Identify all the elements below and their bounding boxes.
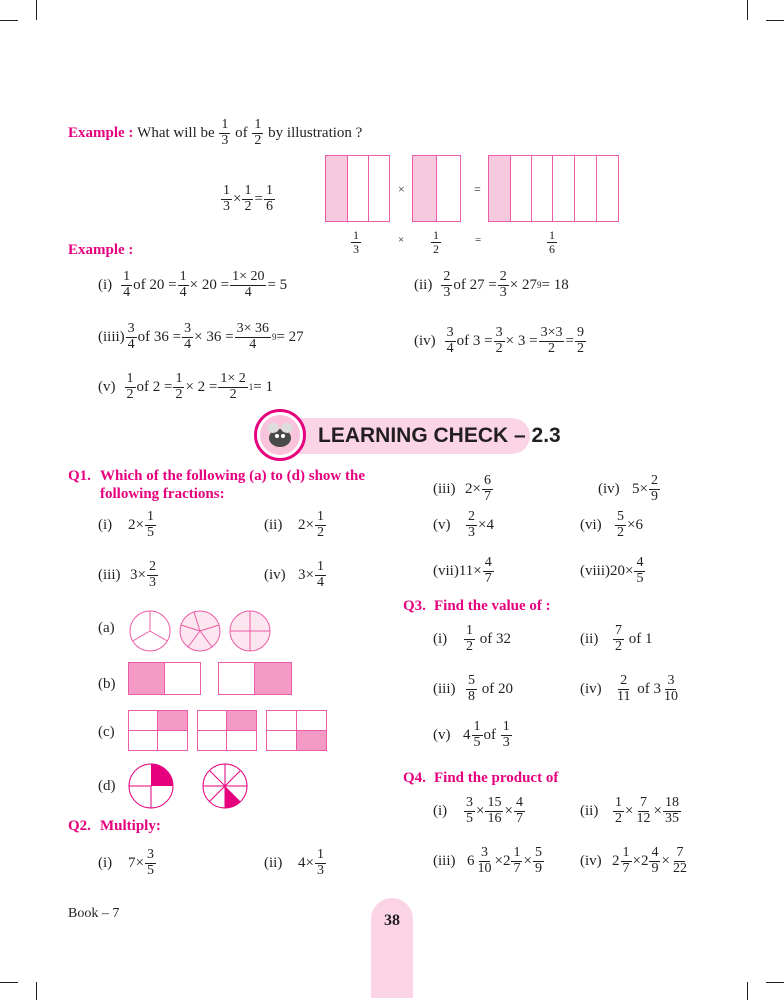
- crop-mark: [747, 0, 748, 20]
- fraction: $\frac{1}{2}$: [254, 117, 262, 148]
- q3-item: (ii) $\frac{7}{2}$ of 1: [580, 623, 653, 654]
- crop-mark: [747, 982, 748, 1000]
- option-c-label: (c): [98, 724, 115, 740]
- q2-item: (iv) 5 × $\frac{2}{9}$: [598, 473, 658, 504]
- example2-item-i: (i) $\frac{1}{4}$ of 20 = $\frac{1}{4}$ × 20 = $\frac{1\times 20}{4}$ = 5: [98, 269, 288, 300]
- example1-tail: by illustration ?: [268, 124, 363, 141]
- of-text: of: [235, 124, 248, 141]
- option-b-label: (b): [98, 676, 116, 692]
- option-a-label: (a): [98, 620, 115, 636]
- q3-item: (v) 4 $\frac{1}{5}$ of $\frac{1}{3}$: [433, 719, 510, 750]
- q3-item: (i) $\frac{1}{2}$ of 32: [433, 623, 511, 654]
- example1-equation: $\frac{1}{3}$ × $\frac{1}{2}$ = $\frac{1}{6}$: [223, 183, 273, 214]
- q2-label: Q2.: [68, 818, 91, 834]
- q1-item: (ii) 2 × $\frac{1}{2}$: [264, 509, 324, 540]
- q3-item: (iii) $\frac{5}{8}$ of 20: [433, 673, 513, 704]
- caption-sixth: $\frac{1}{6}$: [549, 228, 555, 256]
- crop-mark: [0, 20, 18, 21]
- crop-mark: [766, 20, 784, 21]
- example2-item-v: (v) $\frac{1}{2}$ of 2 = $\frac{1}{2}$ × 2 = $\frac{1\times 2}{2}$ 1 = 1: [98, 371, 274, 402]
- example2-item-iv: (iv) $\frac{3}{4}$ of 3 = $\frac{3}{2}$ × 3 = $\frac{3\times 3}{2}$ = $\frac{9}{2}$: [414, 325, 584, 356]
- option-a-circles: [128, 608, 274, 654]
- q2-item: (vii) 11 × $\frac{4}{7}$: [433, 555, 492, 586]
- q2-item: (viii) 20 × $\frac{4}{5}$: [580, 555, 644, 586]
- q1-label: Q1.: [68, 468, 91, 484]
- q4-label: Q4.: [403, 770, 426, 786]
- q2-item: (v) $\frac{2}{3}$ × 4: [433, 509, 494, 540]
- crop-mark: [766, 982, 784, 983]
- caption-half: $\frac{1}{2}$: [433, 228, 439, 256]
- q4-item: (iii) 6 $\frac{3}{10}$ × 2 $\frac{1}{7}$ × $\frac{5}{9}$: [433, 845, 542, 876]
- q1-item: (iv) 3 × $\frac{1}{4}$: [264, 559, 324, 590]
- q1-text-line1: Which of the following (a) to (d) show the: [100, 468, 365, 484]
- caption-third: $\frac{1}{3}$: [353, 228, 359, 256]
- q2-text: Multiply:: [100, 818, 161, 834]
- equals-sign: =: [474, 182, 481, 196]
- times-sign: ×: [398, 182, 405, 196]
- fraction: $\frac{1}{3}$: [221, 117, 229, 148]
- crop-mark: [36, 0, 37, 20]
- example2-item-iii: (iiii) $\frac{3}{4}$ of 36 = $\frac{3}{4}$ × 36 = $\frac{3\times 36}{4}$ 9 = 27: [98, 321, 304, 352]
- learning-check-title: LEARNING CHECK – 2.3: [318, 424, 561, 447]
- q2-item: (ii) 4 × $\frac{1}{3}$: [264, 847, 324, 878]
- example2-label: Example :: [68, 242, 134, 258]
- q4-item: (i) $\frac{3}{5}$ × $\frac{15}{16}$ × $\frac{4}{7}$: [433, 795, 523, 826]
- example1-label: Example :: [68, 124, 134, 141]
- q4-text: Find the product of: [434, 770, 559, 786]
- example1-text: What will be: [137, 124, 215, 141]
- q1-text-line2: following fractions:: [100, 486, 225, 502]
- crop-mark: [0, 982, 18, 983]
- q4-item: (ii) $\frac{1}{2}$ × $\frac{7}{12}$ × $\frac{18}{35}$: [580, 795, 679, 826]
- q1-item: (iii) 3 × $\frac{2}{3}$: [98, 559, 156, 590]
- q3-text: Find the value of :: [434, 598, 551, 614]
- caption-times: ×: [398, 234, 405, 246]
- q3-label: Q3.: [403, 598, 426, 614]
- caption-equals: =: [475, 234, 482, 246]
- page-number: 38: [384, 912, 400, 929]
- example1-question: [68, 118, 362, 148]
- q2-item: (i) 7 × $\frac{3}{5}$: [98, 847, 154, 878]
- book-label: Book – 7: [68, 906, 120, 921]
- option-d-label: (d): [98, 778, 116, 794]
- bee-mascot-icon: [254, 409, 306, 461]
- option-d-circles: [128, 762, 258, 812]
- example2-item-ii: (ii) $\frac{2}{3}$ of 27 = $\frac{2}{3}$ × 27 9 = 18: [414, 269, 569, 300]
- q1-item: (i) 2 × $\frac{1}{5}$: [98, 509, 154, 540]
- q2-item: (vi) $\frac{5}{2}$ × 6: [580, 509, 643, 540]
- q3-item: (iv) $\frac{2}{11}$ of 3 $\frac{3}{10}$: [580, 673, 678, 704]
- crop-mark: [36, 982, 37, 1000]
- q4-item: (iv) 2 $\frac{1}{7}$ × 2 $\frac{4}{9}$ × $\frac{7}{22}$: [580, 845, 687, 876]
- q2-item: (iii) 2 × $\frac{6}{7}$: [433, 473, 491, 504]
